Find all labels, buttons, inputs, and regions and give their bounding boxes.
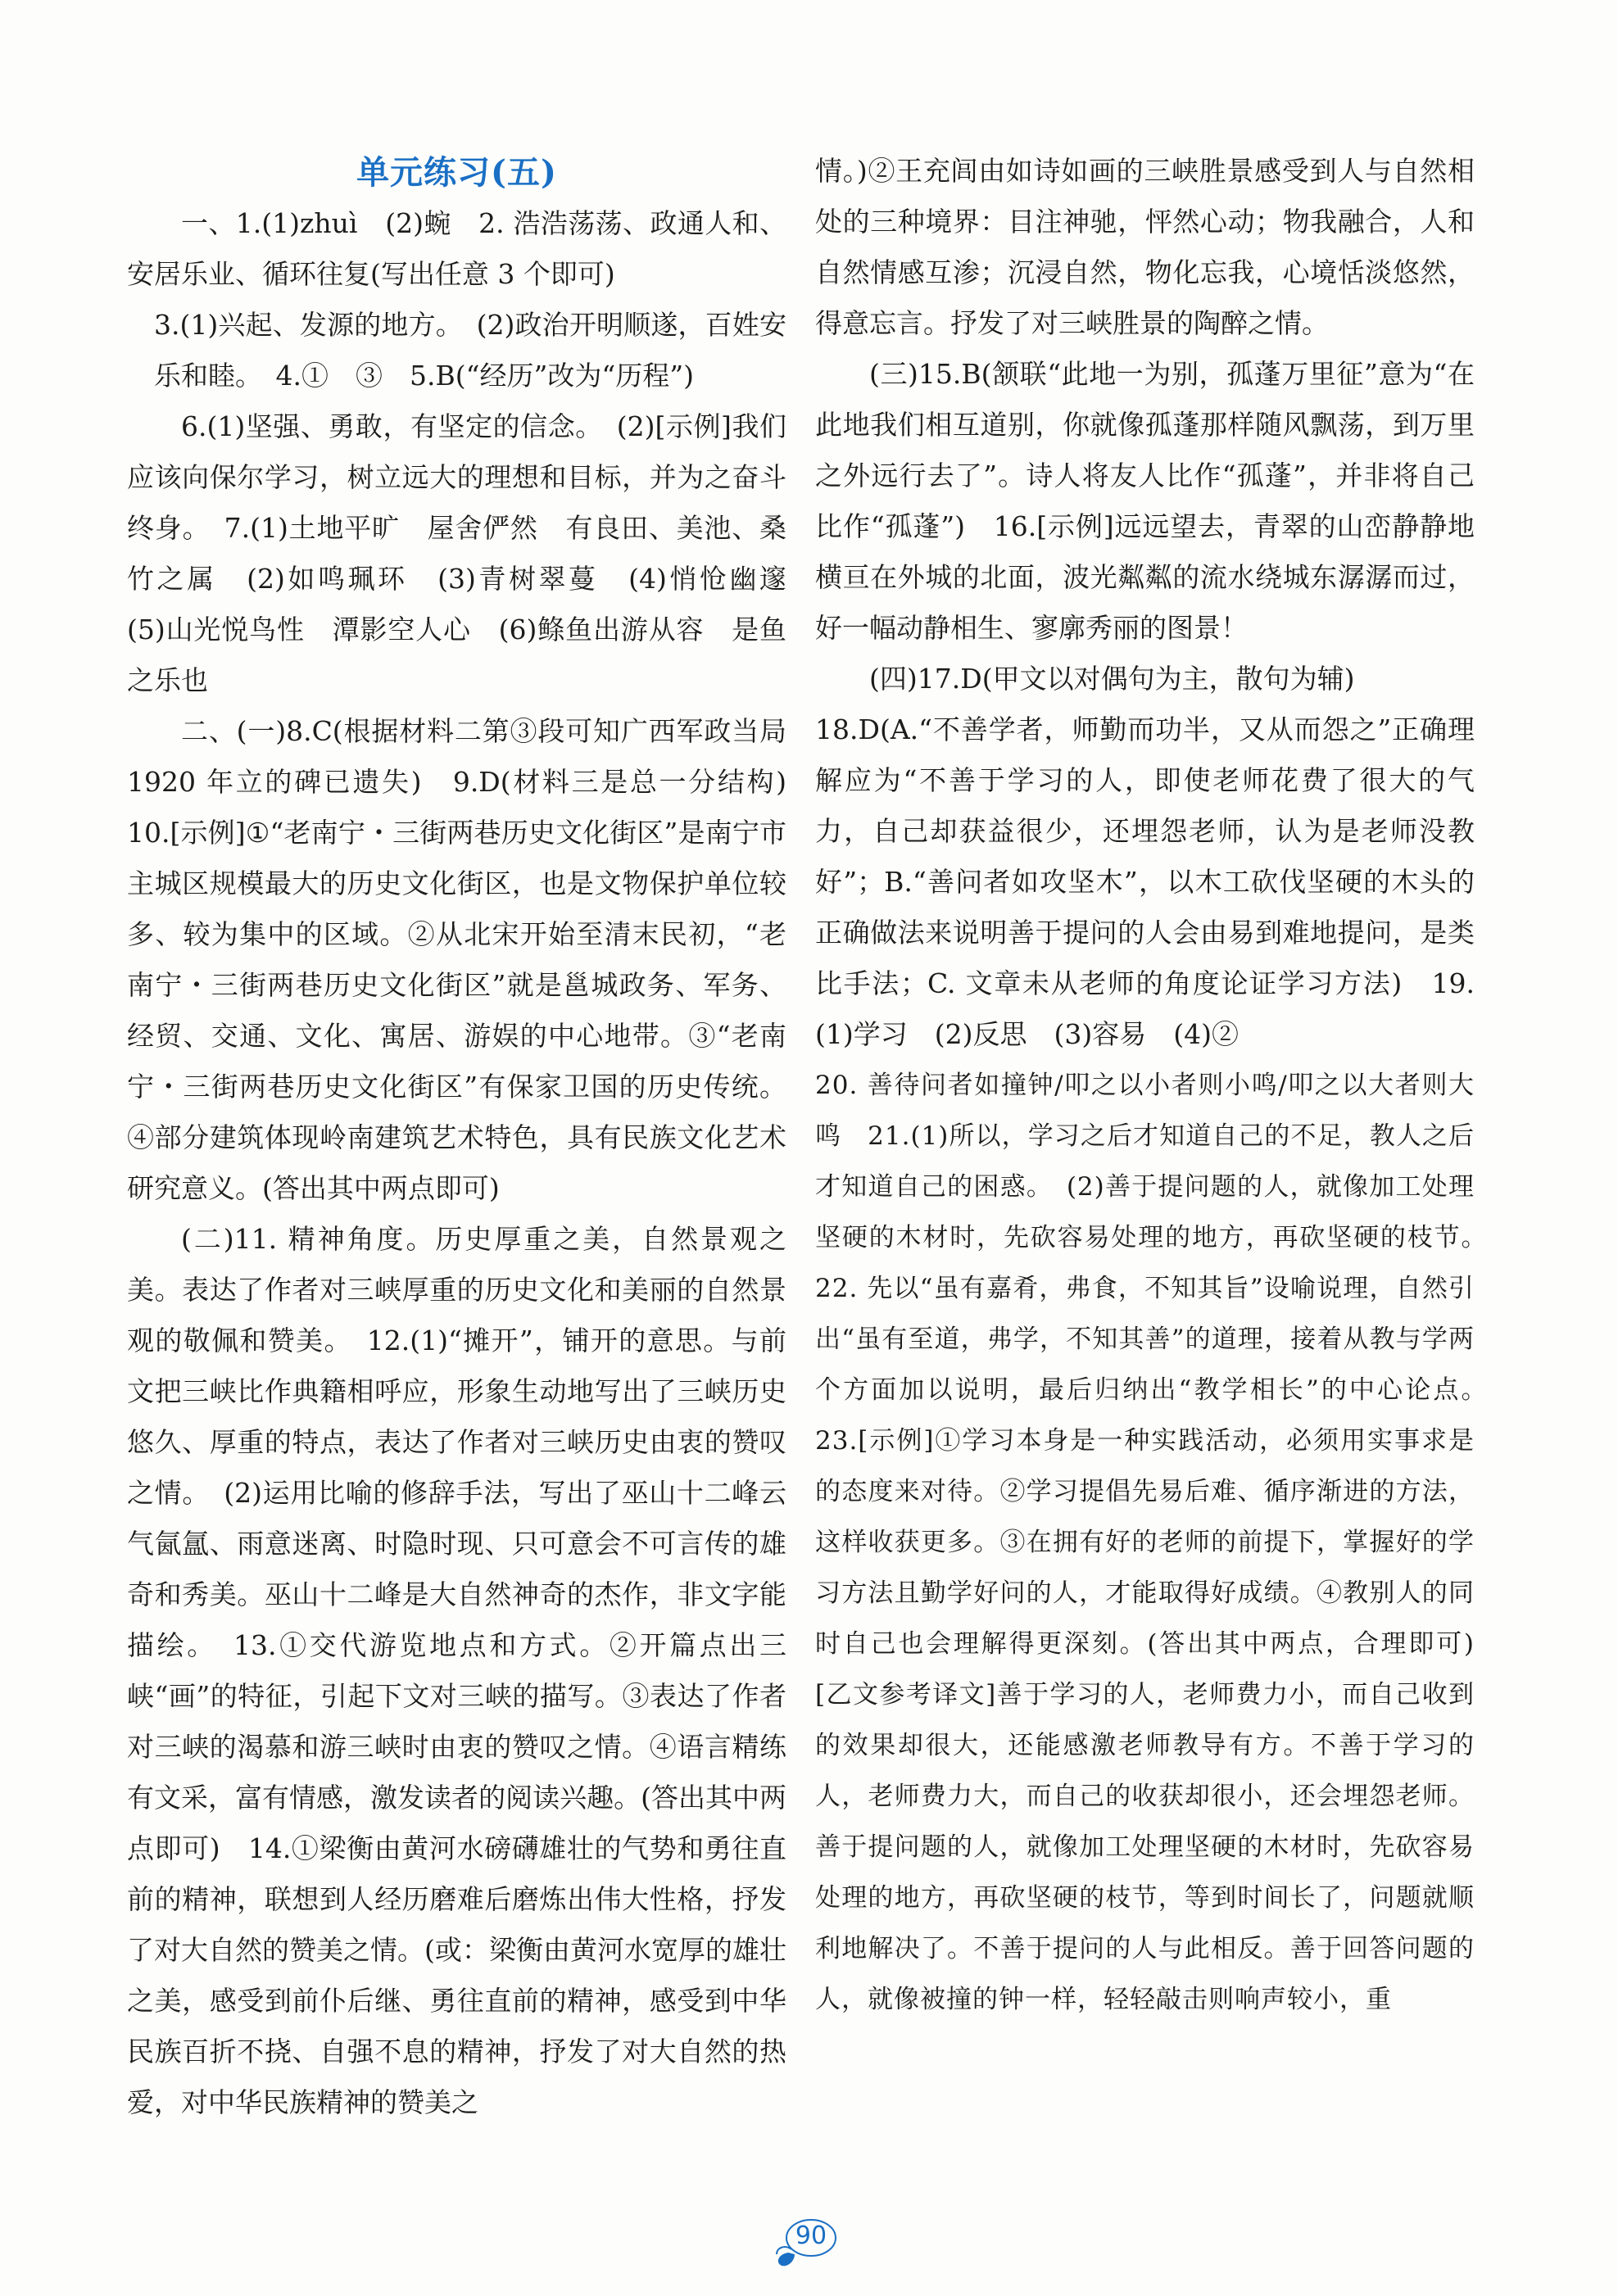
page-number-badge: [770, 2212, 852, 2269]
paragraph-q6-7: 6.(1)坚强、勇敢，有坚定的信念。 (2)[示例]我们应该向保尔学习，树立远大的理想和目标，并为之奋斗终身。 7.(1)土地平旷 屋舍俨然 有良田、美池、桑竹之属 (2)如鸣珮环 (3)青树翠蔓 (4)悄怆幽邃 (5)山光悦鸟性 潭影空人心 (6)鲦鱼出游从容 是鱼之乐也: [127, 410, 814, 696]
page-number: 90: [795, 2221, 827, 2250]
paragraph-q1-2: 一、1.(1)zhuì (2)蜿 2. 浩浩荡荡、政通人和、安居乐业、循环往复(写出任意 3 个即可): [127, 207, 786, 290]
paragraph-section2-part1: 二、(一)8.C(根据材料二第③段可知广西军政当局 1920 年立的碑已遗失) 9.D(材料三是总一分结构) 10.[示例]①“老南宁・三街两巷历史文化街区”是南宁市主城区规模最大的历史文化街区，也是文物保护单位较多、较为集中的区域。②从北宋开始至清末民初，“老南宁・三街两巷历史文化街区”就是邕城政务、军务、经贸、交通、文化、寓居、游娱的中心地带。③“老南宁・三街两巷历史文化街区”有保家卫国的历史传统。④部分建筑体现岭南建筑艺术特色，具有民族文化艺术研究意义。(答出其中两点即可): [127, 715, 814, 1204]
paragraph-section2-part2: (二)11. 精神角度。历史厚重之美，自然景观之美。表达了作者对三峡厚重的历史文化和美丽的自然景观的敬佩和赞美。 12.(1)“摊开”，铺开的意思。与前文把三峡比作典籍相呼应，形象生动地写出了三峡历史悠久、厚重的特点，表达了作者对三峡历史由衷的赞叹之情。 (2)运用比喻的修辞手法，写出了巫山十二峰云气氤氲、雨意迷离、时隐时现、只可意会不可言传的雄奇和秀美。巫山十二峰是大自然神奇的杰作，非文字能描绘。 13.①交代游览地点和方式。②开篇点出三峡“画”的特征，引起下文对三峡的描写。③表达了作者对三峡的渴慕和游三峡时由衷的赞叹之情。④语言精练有文采，富有情感，激发读者的阅读兴趣。(答出其中两点即可) 14.①梁衡由黄河水磅礴雄壮的气势和勇往直前的精神，联想到人经历磨难后磨炼出伟大性格，抒发了对大自然的赞美之情。(或：梁衡由黄河水宽厚的雄壮之美，感受到前仆后继、勇往直前的精神，感受到中华民族百折不挠、自强不息的精神，抒发了对大自然的热爱，对中华民族精神的赞美之: [127, 1223, 786, 2118]
paragraph-section3: (三)15.B(颔联“此地一为别，孤蓬万里征”意为“在此地我们相互道别，你就像孤蓬那样随风飘荡，到万里之外远行去了”。诗人将友人比作“孤蓬”，并非将自己比作“孤蓬”) 16.[示例]远远望去，青翠的山峦静静地横亘在外城的北面，波光粼粼的流水绕城东潺潺而过，好一幅动静相生、寥廓秀丽的图景！: [815, 358, 1475, 644]
page-title: 单元练习(五): [356, 153, 557, 192]
left-column: [127, 147, 814, 2128]
right-column: [815, 146, 1501, 2025]
paragraph-q18-19: 18.D(A.“不善学者，师勤而功半，又从而怨之”正确理解应为“不善于学习的人，即使老师花费了很大的气力，自己却获益很少，还埋怨老师，认为是老师没教好”；B.“善问者如攻坚木”，以木工砍伐坚硬的木头的正确做法来说明善于提问的人会由易到难地提问，是类比手法；C. 文章未从老师的角度论证学习方法) 19.(1)学习 (2)反思 (3)容易 (4)②: [815, 713, 1475, 1050]
paragraph-q20-23: 20. 善待问者如撞钟/叩之以小者则小鸣/叩之以大者则大鸣 21.(1)所以，学习之后才知道自己的不足，教人之后才知道自己的困惑。 (2)善于提问题的人，就像加工处理坚硬的木材时，先砍容易处理的地方，再砍坚硬的枝节。 22. 先以“虽有嘉肴，弗食，不知其旨”设喻说理，自然引出“虽有至道，弗学，不知其善”的道理，接着从教与学两个方面加以说明，最后归纳出“教学相长”的中心论点。 23.[示例]①学习本身是一种实践活动，必须用实事求是的态度来对待。②学习提倡先易后难、循序渐进的方法，这样收获更多。③在拥有好的老师的前提下，掌握好的学习方法且勤学好问的人，才能取得好成绩。④教别人的同时自己也会理解得更深刻。(答出其中两点，合理即可) [乙文参考译文]善于学习的人，老师费力小，而自己收到的效果却很大，还能感激老师教导有方。不善于学习的人，老师费力大，而自己的收获却很小，还会埋怨老师。善于提问题的人，就像加工处理坚硬的木材时，先砍容易处理的地方，再砍坚硬的枝节，等到时间长了，问题就顺利地解决了。不善于提问的人与此相反。善于回答问题的人，就像被撞的钟一样，轻轻敲击则响声较小，重: [815, 1071, 1501, 2014]
paragraph-q3-5: 3.(1)兴起、发源的地方。 (2)政治开明顺遂，百姓安乐和睦。 4.① ③ 5.B(“经历”改为“历程”): [154, 309, 786, 392]
paragraph-q17: (四)17.D(甲文以对偶句为主，散句为辅): [869, 663, 1355, 695]
paragraph-q14-continued: 情。)②王充闾由如诗如画的三峡胜景感受到人与自然相处的三种境界：目注神驰，怦然心动；物我融合，人和自然情感互渗；沉浸自然，物化忘我，心境恬淡悠然，得意忘言。抒发了对三峡胜景的陶醉之情。: [815, 155, 1475, 339]
